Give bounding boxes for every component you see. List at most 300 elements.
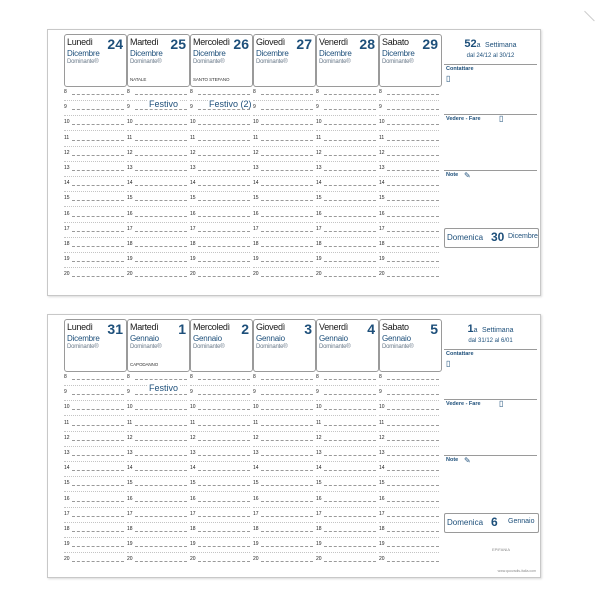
day-header	[316, 319, 379, 372]
hour-row[interactable]	[64, 195, 126, 207]
hour-row[interactable]	[127, 165, 189, 177]
hour-row[interactable]	[379, 556, 441, 568]
hour-line	[261, 501, 313, 502]
hour-row[interactable]	[316, 226, 378, 238]
hour-row[interactable]	[127, 541, 189, 553]
hour-row[interactable]	[379, 374, 441, 386]
hour-row[interactable]	[64, 241, 126, 253]
hour-label: 17	[379, 225, 385, 232]
see-do-section[interactable]	[444, 114, 537, 171]
hour-label: 19	[127, 256, 133, 263]
hour-row[interactable]	[379, 271, 441, 283]
hour-row[interactable]	[127, 241, 189, 253]
hour-label: 10	[190, 404, 196, 411]
half-hour-line	[253, 415, 313, 416]
hour-label: 16	[190, 210, 196, 217]
hour-label: 8	[316, 374, 319, 380]
hour-row[interactable]	[379, 496, 441, 508]
hour-row[interactable]	[316, 496, 378, 508]
hour-label: 20	[253, 556, 259, 563]
half-hour-line	[316, 400, 376, 401]
hour-label: 9	[190, 104, 193, 111]
day-header	[127, 34, 190, 87]
pencil-icon: ✎	[464, 171, 471, 180]
notes-section[interactable]	[444, 170, 537, 229]
hour-row[interactable]	[64, 511, 126, 523]
hour-row[interactable]	[316, 450, 378, 462]
hour-label: 14	[190, 465, 196, 472]
hour-row[interactable]	[127, 526, 189, 538]
hour-line	[261, 140, 313, 141]
hour-row[interactable]	[127, 256, 189, 268]
day-header	[190, 34, 253, 87]
hour-line	[324, 124, 376, 125]
hour-row[interactable]	[379, 389, 441, 401]
hour-row[interactable]	[379, 241, 441, 253]
half-hour-line	[64, 431, 124, 432]
hour-label: 17	[190, 225, 196, 232]
hour-label: 14	[190, 180, 196, 187]
hour-row[interactable]	[190, 241, 252, 253]
hour-row[interactable]	[64, 556, 126, 568]
hour-row[interactable]	[190, 556, 252, 568]
hour-row[interactable]	[190, 119, 252, 131]
hour-label: 20	[64, 556, 70, 563]
hour-line	[135, 276, 187, 277]
contact-section[interactable]	[444, 349, 537, 400]
half-hour-line	[379, 237, 439, 238]
hour-label: 8	[379, 89, 382, 95]
hour-line	[387, 425, 439, 426]
half-hour-line	[64, 252, 124, 253]
hour-row[interactable]	[127, 465, 189, 477]
hour-row[interactable]	[316, 165, 378, 177]
hour-row[interactable]	[316, 256, 378, 268]
hour-row[interactable]	[190, 150, 252, 162]
notes-section[interactable]	[444, 455, 537, 514]
half-hour-line	[127, 552, 187, 553]
hour-row[interactable]	[379, 511, 441, 523]
hour-row[interactable]	[190, 374, 252, 386]
hour-row[interactable]	[379, 150, 441, 162]
hour-row[interactable]	[316, 374, 378, 386]
half-hour-line	[253, 191, 313, 192]
hour-label: 16	[379, 495, 385, 502]
hour-line	[261, 185, 313, 186]
hour-row[interactable]	[64, 541, 126, 553]
hour-row[interactable]	[64, 450, 126, 462]
hour-row[interactable]	[316, 556, 378, 568]
hour-row[interactable]	[190, 271, 252, 283]
hour-line	[387, 440, 439, 441]
hour-row[interactable]	[64, 180, 126, 192]
half-hour-line	[253, 552, 313, 553]
half-hour-line	[379, 415, 439, 416]
hour-line	[387, 246, 439, 247]
hour-row[interactable]	[190, 165, 252, 177]
hour-line	[135, 531, 187, 532]
hour-line	[324, 94, 376, 95]
hour-line	[324, 109, 376, 110]
day-number: 2	[241, 321, 249, 337]
hour-label: 19	[379, 256, 385, 263]
hour-row[interactable]	[64, 256, 126, 268]
hour-row[interactable]	[379, 135, 441, 147]
hour-row[interactable]	[316, 435, 378, 447]
hour-row[interactable]	[64, 104, 126, 116]
hour-line	[72, 409, 124, 410]
hour-label: 13	[253, 165, 259, 171]
half-hour-line	[316, 537, 376, 538]
hour-row[interactable]	[64, 389, 126, 401]
hour-row[interactable]	[316, 135, 378, 147]
hour-line	[324, 170, 376, 171]
hour-line	[135, 425, 187, 426]
hour-row[interactable]	[127, 271, 189, 283]
half-hour-line	[64, 385, 124, 386]
hour-label: 12	[253, 149, 259, 156]
hour-row[interactable]	[253, 211, 315, 223]
hour-row[interactable]	[64, 271, 126, 283]
hour-row[interactable]	[64, 496, 126, 508]
phone-icon: ▯	[446, 359, 451, 368]
hour-row[interactable]	[253, 541, 315, 553]
hour-row[interactable]	[190, 465, 252, 477]
hour-row[interactable]	[379, 165, 441, 177]
hour-row[interactable]	[127, 556, 189, 568]
hour-line	[135, 546, 187, 547]
hour-line	[261, 561, 313, 562]
hour-row[interactable]	[253, 135, 315, 147]
hour-row[interactable]	[253, 526, 315, 538]
hour-row[interactable]	[253, 104, 315, 116]
half-hour-line	[253, 461, 313, 462]
half-hour-line	[190, 206, 250, 207]
half-hour-line	[64, 191, 124, 192]
hour-row[interactable]	[64, 465, 126, 477]
hour-row[interactable]	[379, 256, 441, 268]
hour-label: 20	[64, 271, 70, 278]
hour-row[interactable]	[127, 511, 189, 523]
half-hour-line	[64, 267, 124, 268]
half-hour-line	[190, 222, 250, 223]
hour-line	[198, 440, 250, 441]
hour-row[interactable]	[316, 241, 378, 253]
hour-row[interactable]	[190, 404, 252, 416]
sunday-caption: EPIFANIA	[491, 547, 510, 552]
hour-line	[135, 200, 187, 201]
hour-row[interactable]	[127, 450, 189, 462]
hour-row[interactable]	[190, 420, 252, 432]
hour-row[interactable]	[64, 226, 126, 238]
hour-line	[324, 394, 376, 395]
hour-label: 13	[64, 450, 70, 456]
half-hour-line	[379, 252, 439, 253]
half-hour-line	[190, 552, 250, 553]
hour-row[interactable]	[379, 226, 441, 238]
hour-row[interactable]	[379, 89, 441, 101]
week-label	[444, 34, 537, 62]
half-hour-line	[253, 206, 313, 207]
festivo-label: Festivo	[149, 383, 179, 393]
hour-row[interactable]	[190, 389, 252, 401]
half-hour-line	[316, 222, 376, 223]
hour-row[interactable]	[253, 389, 315, 401]
hour-row[interactable]	[379, 465, 441, 477]
day-name: Martedì	[130, 37, 159, 47]
hour-label: 17	[127, 225, 133, 232]
hour-row[interactable]	[127, 435, 189, 447]
hour-row[interactable]	[379, 541, 441, 553]
half-hour-line	[127, 537, 187, 538]
hour-row[interactable]	[253, 420, 315, 432]
hour-row[interactable]	[64, 89, 126, 101]
hour-line	[72, 546, 124, 547]
hour-row[interactable]	[64, 165, 126, 177]
hour-row[interactable]	[316, 271, 378, 283]
hour-label: 14	[64, 465, 70, 472]
day-number: 26	[233, 36, 249, 52]
hour-label: 15	[253, 195, 259, 202]
hour-line	[72, 261, 124, 262]
half-hour-line	[64, 100, 124, 101]
hour-label: 14	[253, 180, 259, 187]
day-month: Dicembre	[382, 49, 415, 58]
hour-label: 10	[253, 404, 259, 411]
hour-row[interactable]	[316, 389, 378, 401]
hour-line	[324, 216, 376, 217]
half-hour-line	[127, 252, 187, 253]
hour-row[interactable]	[190, 435, 252, 447]
hour-row[interactable]	[379, 435, 441, 447]
hour-label: 11	[64, 134, 70, 141]
half-hour-line	[316, 267, 376, 268]
hour-row[interactable]	[379, 526, 441, 538]
hour-row[interactable]	[379, 404, 441, 416]
hour-row[interactable]	[127, 150, 189, 162]
half-hour-line	[379, 507, 439, 508]
hour-row[interactable]	[64, 135, 126, 147]
hour-line	[198, 455, 250, 456]
hour-row[interactable]	[379, 104, 441, 116]
hour-row[interactable]	[253, 465, 315, 477]
hour-row[interactable]	[64, 119, 126, 131]
hour-row[interactable]	[127, 119, 189, 131]
hour-row[interactable]	[253, 496, 315, 508]
hour-label: 9	[316, 104, 319, 111]
hour-row[interactable]	[253, 435, 315, 447]
half-hour-line	[64, 491, 124, 492]
day-number: 27	[296, 36, 312, 52]
hour-label: 8	[127, 374, 130, 380]
hour-label: 10	[316, 404, 322, 411]
hour-label: 13	[127, 165, 133, 171]
hour-row[interactable]	[253, 450, 315, 462]
hour-row[interactable]	[316, 526, 378, 538]
hour-line	[198, 516, 250, 517]
hour-row[interactable]	[316, 195, 378, 207]
hour-label: 18	[64, 526, 70, 532]
hour-row[interactable]	[253, 226, 315, 238]
hour-row[interactable]	[190, 195, 252, 207]
week-word: Settimana	[481, 327, 514, 334]
hour-label: 12	[190, 434, 196, 441]
hour-row[interactable]	[253, 256, 315, 268]
sunday-box[interactable]	[444, 513, 539, 533]
hour-row[interactable]	[64, 435, 126, 447]
hour-row[interactable]	[253, 374, 315, 386]
hour-row[interactable]	[316, 404, 378, 416]
hour-line	[135, 109, 187, 110]
hour-row[interactable]	[316, 119, 378, 131]
hour-row[interactable]	[379, 119, 441, 131]
hour-row[interactable]	[316, 511, 378, 523]
hour-line	[135, 394, 187, 395]
hour-row[interactable]	[316, 180, 378, 192]
day-name: Mercoledì	[193, 37, 230, 47]
day-name: Mercoledì	[193, 322, 230, 332]
hour-row[interactable]	[316, 465, 378, 477]
hour-row[interactable]	[127, 211, 189, 223]
hour-row[interactable]	[253, 180, 315, 192]
hour-row[interactable]	[190, 256, 252, 268]
hour-label: 16	[190, 495, 196, 502]
hour-row[interactable]	[316, 104, 378, 116]
hour-row[interactable]	[316, 211, 378, 223]
sunday-box[interactable]	[444, 228, 539, 248]
hour-row[interactable]	[190, 511, 252, 523]
half-hour-line	[316, 415, 376, 416]
day-number: 25	[170, 36, 186, 52]
hour-line	[135, 124, 187, 125]
half-hour-line	[190, 507, 250, 508]
hour-row[interactable]	[190, 226, 252, 238]
hour-line	[387, 94, 439, 95]
hour-row[interactable]	[253, 404, 315, 416]
hour-row[interactable]	[379, 180, 441, 192]
day-name: Sabato	[382, 37, 409, 47]
half-hour-line	[127, 507, 187, 508]
day-number: 3	[304, 321, 312, 337]
day-subtitle: Dominante®	[382, 344, 414, 350]
hour-row[interactable]	[253, 165, 315, 177]
hour-row[interactable]	[127, 404, 189, 416]
half-hour-line	[379, 191, 439, 192]
half-hour-line	[379, 491, 439, 492]
hour-label: 11	[316, 134, 322, 141]
hour-label: 19	[316, 541, 322, 548]
hour-line	[261, 261, 313, 262]
day-subtitle: Dominante®	[256, 59, 288, 65]
hour-line	[72, 185, 124, 186]
hour-row[interactable]	[316, 541, 378, 553]
hour-row[interactable]	[190, 496, 252, 508]
hour-label: 19	[253, 541, 259, 548]
half-hour-line	[64, 130, 124, 131]
hour-row[interactable]	[127, 180, 189, 192]
half-hour-line	[127, 146, 187, 147]
hour-row[interactable]	[253, 89, 315, 101]
hour-row[interactable]	[190, 450, 252, 462]
hour-label: 11	[127, 419, 133, 426]
hour-label: 20	[379, 556, 385, 563]
hour-row[interactable]	[64, 404, 126, 416]
hour-row[interactable]	[190, 480, 252, 492]
half-hour-line	[127, 222, 187, 223]
hour-row[interactable]	[190, 180, 252, 192]
hour-row[interactable]	[253, 119, 315, 131]
half-hour-line	[316, 476, 376, 477]
hour-row[interactable]	[379, 420, 441, 432]
hour-row[interactable]	[127, 496, 189, 508]
hour-row[interactable]	[64, 211, 126, 223]
hour-row[interactable]	[253, 150, 315, 162]
hour-row[interactable]	[379, 450, 441, 462]
hour-label: 17	[127, 510, 133, 517]
half-hour-line	[190, 522, 250, 523]
hour-label: 18	[127, 241, 133, 247]
hour-row[interactable]	[190, 135, 252, 147]
contact-section[interactable]	[444, 64, 537, 115]
hour-row[interactable]	[379, 195, 441, 207]
hour-row[interactable]	[379, 480, 441, 492]
hour-row[interactable]	[253, 241, 315, 253]
hour-label: 9	[316, 389, 319, 396]
hour-row[interactable]	[127, 135, 189, 147]
hour-label: 13	[190, 450, 196, 456]
hour-row[interactable]	[127, 226, 189, 238]
hour-row[interactable]	[64, 374, 126, 386]
hour-line	[387, 501, 439, 502]
hour-line	[324, 140, 376, 141]
half-hour-line	[316, 552, 376, 553]
see-do-section[interactable]	[444, 399, 537, 456]
hour-row[interactable]	[127, 195, 189, 207]
hour-label: 8	[316, 89, 319, 95]
hour-row[interactable]	[316, 89, 378, 101]
hour-line	[198, 155, 250, 156]
hour-row[interactable]	[64, 526, 126, 538]
hour-line	[387, 140, 439, 141]
hour-row[interactable]	[190, 541, 252, 553]
hour-row[interactable]	[253, 511, 315, 523]
hour-line	[135, 516, 187, 517]
hour-label: 11	[190, 134, 196, 141]
hour-row[interactable]	[127, 480, 189, 492]
hour-row[interactable]	[127, 420, 189, 432]
hour-label: 15	[379, 480, 385, 487]
hour-row[interactable]	[253, 480, 315, 492]
hour-row[interactable]	[64, 420, 126, 432]
hour-row[interactable]	[190, 211, 252, 223]
hour-row[interactable]	[253, 195, 315, 207]
hour-line	[261, 455, 313, 456]
hour-label: 8	[379, 374, 382, 380]
hour-line	[261, 94, 313, 95]
hour-label: 15	[379, 195, 385, 202]
hour-row[interactable]	[190, 526, 252, 538]
hour-label: 13	[316, 450, 322, 456]
hour-row[interactable]	[379, 211, 441, 223]
hour-row[interactable]	[253, 556, 315, 568]
hour-row[interactable]	[253, 271, 315, 283]
hour-row[interactable]	[64, 150, 126, 162]
hour-line	[198, 394, 250, 395]
hour-row[interactable]	[316, 150, 378, 162]
hour-row[interactable]	[316, 420, 378, 432]
hour-row[interactable]	[316, 480, 378, 492]
hour-row[interactable]	[64, 480, 126, 492]
